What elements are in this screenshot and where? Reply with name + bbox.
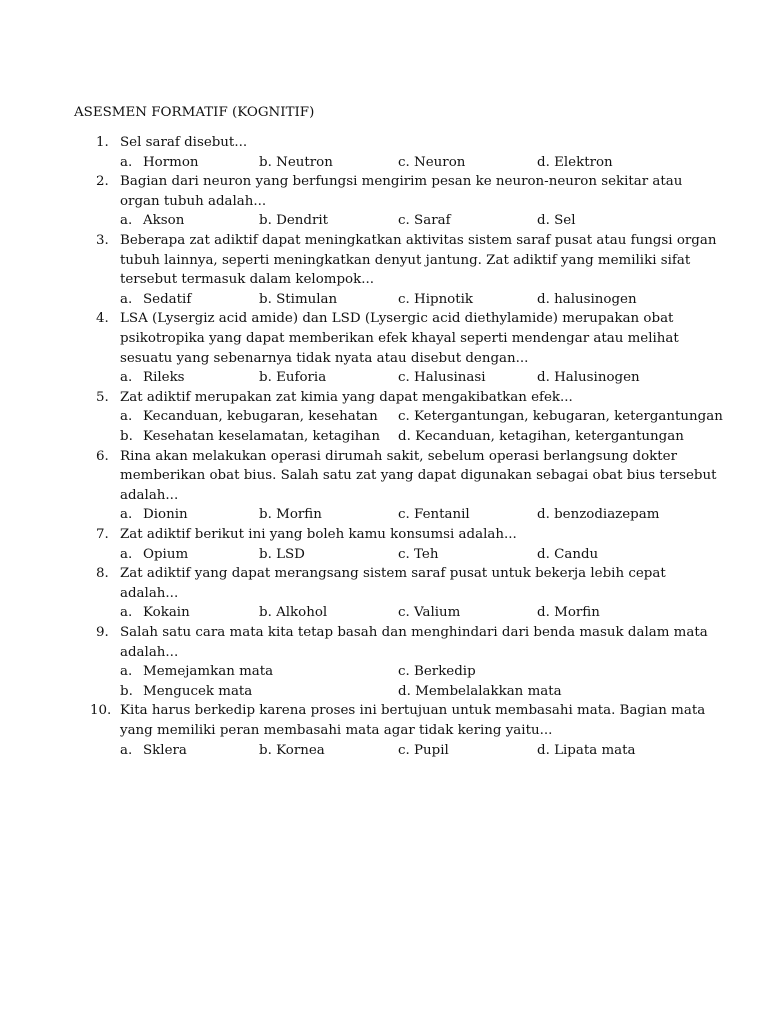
option-text: LSD: [276, 546, 305, 562]
option-letter: c.: [398, 664, 410, 680]
question-text-line: tubuh lainnya, seperti meningkatkan denyut jantung. Zat adiktif yang memiliki sifat: [120, 252, 691, 268]
answer-option[interactable]: [259, 741, 325, 761]
question-text: [120, 701, 706, 740]
option-letter: b.: [259, 154, 272, 170]
option-letter: a.: [120, 664, 133, 680]
question-text-line: Salah satu cara mata kita tetap basah dan menghindari dari benda masuk dalam mata: [120, 625, 708, 640]
question-text-line: Kita harus berkedip karena proses ini bertujuan untuk membasahi mata. Bagian mata: [120, 703, 706, 719]
option-letter: a.: [120, 605, 133, 621]
answer-option[interactable]: [120, 682, 252, 702]
option-letter: d.: [537, 291, 550, 307]
option-letter: a.: [120, 742, 133, 758]
option-letter: d.: [537, 507, 550, 523]
page-title: ASESMEN FORMATIF (KOGNITIF): [74, 105, 315, 120]
question-text: [120, 525, 700, 545]
option-letter: b.: [259, 546, 272, 562]
answer-option[interactable]: [398, 211, 451, 231]
answer-option[interactable]: [120, 211, 184, 231]
option-letter: d.: [398, 683, 411, 699]
answer-option[interactable]: [537, 545, 598, 565]
option-text: Kornea: [276, 742, 325, 758]
option-text: Neuron: [414, 154, 466, 170]
question-number-label: 1.: [96, 135, 109, 150]
question-text-line: Rina akan melakukan operasi dirumah sakit, sebelum operasi berlangsung dokter: [120, 448, 678, 464]
option-letter: c.: [398, 154, 410, 170]
question-text: [120, 133, 700, 153]
question-text: [120, 172, 700, 211]
answer-option[interactable]: [259, 505, 322, 525]
answer-option[interactable]: [259, 211, 328, 231]
question-number: [74, 623, 118, 643]
option-letter: d.: [398, 429, 411, 444]
option-text: Teh: [414, 546, 439, 562]
options-row: [0, 682, 768, 702]
question-number: [74, 133, 118, 153]
answer-option[interactable]: [398, 545, 438, 565]
answer-option[interactable]: [537, 603, 600, 623]
option-letter: b.: [259, 742, 272, 758]
question-text-line: memberikan obat bius. Salah satu zat yang dapat digunakan sebagai obat bius tersebut: [120, 468, 717, 484]
option-text: Lipata mata: [554, 742, 636, 758]
option-text: Memejamkan mata: [143, 664, 274, 680]
option-letter: a.: [120, 154, 133, 170]
answer-option[interactable]: [537, 505, 659, 525]
answer-option[interactable]: [120, 407, 378, 427]
option-text: Ketergantungan, kebugaran, ketergantungan: [414, 409, 723, 425]
option-letter: d.: [537, 605, 550, 621]
question-number-label: 6.: [96, 448, 109, 464]
option-text: Dionin: [143, 507, 188, 523]
question-text-line: Beberapa zat adiktif dapat meningkatkan aktivitas sistem saraf pusat atau fungsi organ: [120, 233, 717, 248]
answer-option[interactable]: [398, 682, 562, 702]
option-text: Morfin: [276, 507, 322, 523]
option-letter: d.: [537, 546, 550, 562]
question-number: [74, 172, 118, 192]
answer-option[interactable]: [259, 368, 326, 388]
answer-option[interactable]: [259, 290, 337, 310]
option-letter: b.: [259, 213, 272, 229]
option-text: Dendrit: [276, 213, 329, 229]
question-text-line: adalah...: [120, 644, 179, 660]
option-text: Halusinogen: [554, 370, 640, 386]
option-letter: c.: [398, 370, 410, 386]
option-letter: d.: [537, 154, 550, 170]
question-text: [120, 564, 700, 603]
option-text: Morfin: [554, 605, 600, 621]
answer-option[interactable]: [398, 290, 473, 310]
answer-option[interactable]: [398, 427, 684, 447]
answer-option[interactable]: [120, 545, 188, 565]
option-letter: b.: [259, 291, 272, 307]
question-text: [120, 623, 708, 662]
answer-option[interactable]: [259, 603, 327, 623]
question-number-label: 5.: [96, 389, 109, 405]
question-text-line: adalah...: [120, 585, 179, 601]
option-text: Kecanduan, kebugaran, kesehatan: [143, 409, 378, 425]
option-letter: a.: [120, 213, 133, 229]
answer-option[interactable]: [537, 368, 640, 388]
question-number: [74, 701, 118, 721]
options-row: [0, 662, 768, 682]
options-row: [0, 407, 768, 427]
answer-option[interactable]: [537, 290, 637, 310]
answer-option[interactable]: [120, 603, 190, 623]
option-letter: b.: [259, 605, 272, 621]
answer-option[interactable]: [398, 407, 723, 427]
option-text: Euforia: [276, 370, 327, 386]
question-text-line: sesuatu yang sebenarnya tidak nyata atau disebut dengan...: [120, 350, 529, 366]
answer-option[interactable]: [537, 153, 613, 173]
option-letter: a.: [120, 291, 133, 307]
option-text: Rileks: [143, 370, 185, 386]
options-row: [0, 368, 768, 388]
answer-option[interactable]: [120, 153, 199, 173]
question-number: [74, 564, 118, 584]
options-row: [0, 290, 768, 310]
question-text: [120, 388, 700, 408]
option-letter: a.: [120, 507, 133, 523]
question-text-line: psikotropika yang dapat memberikan efek khayal seperti mendengar atau melihat: [120, 330, 679, 346]
question-text: [120, 309, 700, 368]
question-text: [120, 447, 717, 506]
option-text: Hormon: [143, 154, 199, 170]
option-letter: c.: [398, 409, 410, 425]
question-text-line: organ tubuh adalah...: [120, 193, 267, 209]
option-text: Sedatif: [143, 291, 192, 307]
option-text: Sklera: [143, 742, 187, 758]
option-letter: c.: [398, 742, 410, 758]
option-letter: c.: [398, 546, 410, 562]
answer-option[interactable]: [398, 662, 476, 682]
option-text: Fentanil: [414, 507, 470, 523]
option-letter: b.: [259, 370, 272, 386]
options-row: [0, 603, 768, 623]
option-letter: d.: [537, 742, 550, 758]
answer-option[interactable]: [259, 153, 333, 173]
option-letter: c.: [398, 291, 410, 307]
option-letter: c.: [398, 507, 410, 523]
option-text: Candu: [554, 546, 599, 562]
option-text: Stimulan: [276, 291, 338, 307]
option-text: Berkedip: [414, 664, 476, 680]
answer-option[interactable]: [120, 505, 188, 525]
options-row: [0, 153, 768, 173]
question-number: [74, 231, 118, 251]
question-text-line: tersebut termasuk dalam kelompok...: [120, 272, 374, 288]
option-letter: c.: [398, 605, 410, 621]
question-number: [74, 309, 118, 329]
question-number-label: 3.: [96, 233, 109, 248]
options-row: [0, 505, 768, 525]
question-number-label: 9.: [96, 625, 109, 640]
answer-option[interactable]: [537, 741, 636, 761]
answer-option[interactable]: [259, 545, 305, 565]
option-letter: b.: [259, 507, 272, 523]
answer-option[interactable]: [398, 153, 465, 173]
question-number-label: 8.: [96, 566, 109, 582]
answer-option[interactable]: [120, 290, 191, 310]
option-text: Valium: [414, 605, 461, 621]
question-text-line: adalah...: [120, 487, 179, 503]
option-text: benzodiazepam: [554, 507, 660, 523]
options-row: [0, 545, 768, 565]
option-letter: b.: [120, 429, 133, 444]
question-number-label: 4.: [96, 311, 109, 327]
question-number: [74, 525, 118, 545]
question-text-line: LSA (Lysergiz acid amide) dan LSD (Lysergic acid diethylamide) merupakan obat: [120, 311, 674, 327]
answer-option[interactable]: [398, 741, 449, 761]
answer-option[interactable]: [537, 211, 576, 231]
option-text: Membelalakkan mata: [415, 683, 562, 699]
option-text: Hipnotik: [414, 291, 474, 307]
answer-option[interactable]: [398, 603, 460, 623]
question-text-line: Bagian dari neuron yang berfungsi mengirim pesan ke neuron-neuron sekitar atau: [120, 174, 683, 190]
options-row: [0, 427, 768, 447]
option-text: Halusinasi: [414, 370, 486, 386]
option-text: Sel: [554, 213, 576, 229]
question-text-line: Sel saraf disebut...: [120, 135, 248, 150]
answer-option[interactable]: [398, 505, 470, 525]
question-number: [74, 447, 118, 467]
options-row: [0, 741, 768, 761]
option-text: Kecanduan, ketagihan, ketergantungan: [415, 429, 684, 444]
option-text: Alkohol: [276, 605, 328, 621]
question-text-line: yang memiliki peran membasahi mata agar tidak kering yaitu...: [120, 722, 553, 738]
question-number-label: 7.: [96, 527, 109, 542]
option-text: Opium: [143, 546, 189, 562]
question-number-label: 2.: [96, 174, 109, 190]
option-letter: b.: [120, 683, 133, 699]
option-text: Elektron: [554, 154, 613, 170]
option-letter: a.: [120, 409, 133, 425]
question-text-line: Zat adiktif yang dapat merangsang sistem saraf pusat untuk bekerja lebih cepat: [120, 566, 666, 582]
option-text: Saraf: [414, 213, 451, 229]
option-text: Kokain: [143, 605, 190, 621]
answer-option[interactable]: [120, 741, 187, 761]
option-text: Mengucek mata: [143, 683, 253, 699]
option-letter: d.: [537, 370, 550, 386]
question-text: [120, 231, 717, 290]
option-text: Kesehatan keselamatan, ketagihan: [143, 429, 380, 444]
option-text: Pupil: [414, 742, 449, 758]
option-letter: c.: [398, 213, 410, 229]
question-text-line: Zat adiktif merupakan zat kimia yang dapat mengakibatkan efek...: [120, 389, 573, 405]
answer-option[interactable]: [398, 368, 486, 388]
question-number-label: 10.: [90, 703, 112, 719]
option-text: halusinogen: [554, 291, 637, 307]
question-text-line: Zat adiktif berikut ini yang boleh kamu konsumsi adalah...: [120, 527, 517, 542]
question-number: [74, 388, 118, 408]
option-text: Akson: [143, 213, 185, 229]
option-letter: a.: [120, 370, 133, 386]
option-text: Neutron: [276, 154, 333, 170]
option-letter: d.: [537, 213, 550, 229]
option-letter: a.: [120, 546, 133, 562]
answer-option[interactable]: [120, 368, 185, 388]
answer-option[interactable]: [120, 427, 380, 447]
options-row: [0, 211, 768, 231]
answer-option[interactable]: [120, 662, 273, 682]
